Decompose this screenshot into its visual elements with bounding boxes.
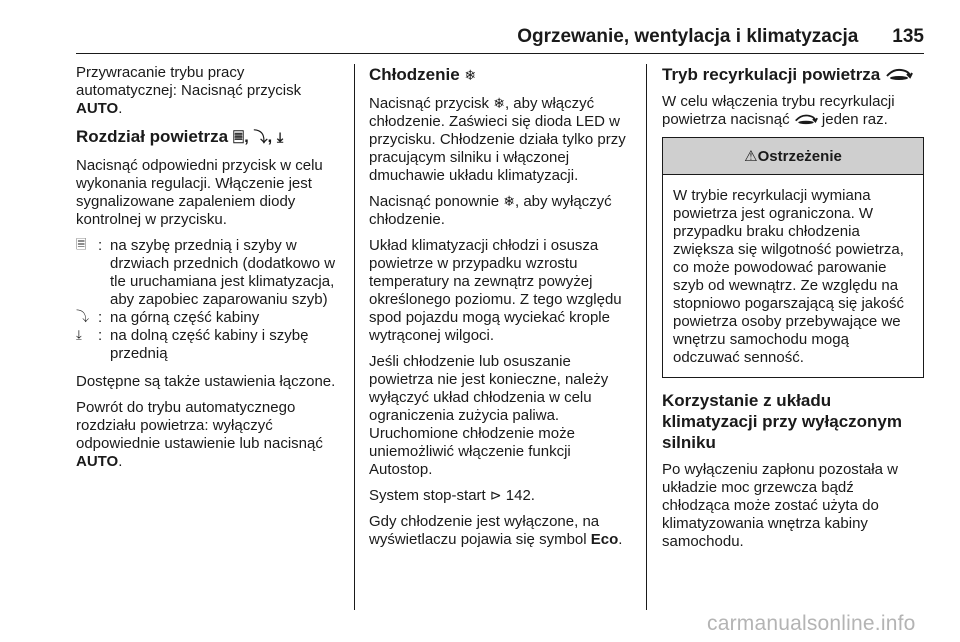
engine-off-paragraph: Po wyłączeniu zapłonu pozostała w układzie moc grzewcza bądź chłodząca może zostać użyta do klimatyzowania wnętrza kabiny samochodu.	[662, 461, 898, 550]
column-divider-2	[646, 64, 647, 610]
warning-box	[662, 137, 924, 378]
air-upper-icon: ⤵	[76, 310, 90, 325]
snowflake-icon: ❄	[493, 96, 505, 112]
page-header	[76, 26, 924, 48]
page-title: Ogrzewanie, wentylacja i klimatyzacja	[517, 26, 859, 47]
distribution-list	[76, 237, 344, 363]
windscreen-feet-icon: 🗏	[232, 130, 245, 146]
page-number: 135	[892, 26, 924, 47]
column-divider-1	[354, 64, 355, 610]
cooling-on-paragraph: Nacisnąć przycisk ❄, aby włączyć chłodzenie. Zaświeci się dioda LED w przycisku. Chłodzenie działa tylko przy pracującym silniku i włączonej dmuchawie układu klimatyzacji.	[369, 95, 626, 184]
stop-start-reference: System stop-start ⊳ 142.	[369, 487, 535, 504]
recirculation-paragraph: W celu włączenia trybu recyrkulacji powietrza nacisnąć jeden raz.	[662, 93, 895, 128]
auto-restore-paragraph: Przywracanie trybu pracy automatycznej: Nacisnąć przycisk AUTO.	[76, 64, 302, 117]
cooling-heading: Chłodzenie ❄	[369, 65, 477, 84]
recirculation-heading: Tryb recyrkulacji powietrza	[662, 64, 924, 85]
fuel-saving-paragraph: Jeśli chłodzenie lub osuszanie powietrza nie jest konieczne, należy wyłączyć układ chłodzenia w celu ograniczenia zużycia paliwa. Uruchomione chłodzenie może uniemożliwić włączenie funkcji Autostop.	[369, 353, 609, 478]
list-item: ⤓ : na dolną część kabiny i szybę przednią	[76, 327, 309, 362]
warning-body: W trybie recyrkulacji wymiana powietrza jest ograniczona. W przypadku braku chłodzenia zwiększa się wilgotność powietrza, co może powodować parowanie szyb od wewnątrz. Ze względu na stopniowo pogarszającą się jakość powietrza osoby przebywające we wnętrzu samochodu mogą odczuwać senność.	[673, 187, 904, 366]
warning-label: Ostrzeżenie	[757, 148, 842, 165]
warning-header	[663, 138, 923, 175]
snowflake-icon: ❄	[464, 68, 477, 84]
recirculation-icon	[885, 67, 913, 81]
engine-off-heading: Korzystanie z układu klimatyzacji przy wyłączonym silniku	[662, 391, 902, 452]
air-distribution-heading: Rozdział powietrza 🗏, ⤵, ⤓	[76, 127, 284, 146]
watermark: carmanualsonline.info	[707, 612, 916, 635]
list-item: ⤵ : na górną część kabiny	[76, 309, 260, 326]
distribution-paragraph: Nacisnąć odpowiedni przycisk w celu wykonania regulacji. Włączenie jest sygnalizowane zapaleniem diody kontrolnej w przycisku.	[76, 157, 323, 228]
column-3	[662, 64, 924, 559]
page-reference-icon: ⊳	[489, 488, 502, 504]
air-upper-icon: ⤵	[253, 130, 268, 146]
air-lower-icon: ⤓	[276, 130, 284, 146]
eco-paragraph: Gdy chłodzenie jest wyłączone, na wyświetlaczu pojawia się symbol Eco.	[369, 513, 623, 548]
auto-label: AUTO	[76, 100, 119, 117]
column-2	[369, 64, 637, 557]
eco-label: Eco	[590, 531, 619, 548]
combined-settings-paragraph: Dostępne są także ustawienia łączone.	[76, 373, 336, 390]
recirculation-icon	[794, 113, 818, 125]
auto-label: AUTO	[76, 453, 119, 470]
dehumidify-paragraph: Układ klimatyzacji chłodzi i osusza powietrze w przypadku wzrostu temperatury na zewnątrz powyżej określonego poziomu. Z tego względu spod pojazdu mogą wyciekać krople wytrąconej wilgoci.	[369, 237, 622, 344]
auto-return-paragraph: Powrót do trybu automatycznego rozdziału powietrza: wyłączyć odpowiednie ustawienie lub nacisnąć AUTO.	[76, 399, 323, 470]
warning-triangle-icon: ⚠	[744, 147, 758, 165]
header-rule	[76, 53, 924, 54]
air-lower-icon: ⤓	[76, 328, 82, 343]
cooling-off-paragraph: Nacisnąć ponownie ❄, aby wyłączyć chłodzenie.	[369, 193, 612, 228]
column-1	[76, 64, 344, 479]
windscreen-feet-icon: 🗏	[76, 238, 87, 253]
snowflake-icon: ❄	[503, 194, 515, 210]
list-item: 🗏 : na szybę przednią i szyby w drzwiach przednich (dodatkowo w tle uruchamiana jest klimatyzacja, aby zapobiec zaparowaniu szyb)	[76, 237, 336, 308]
